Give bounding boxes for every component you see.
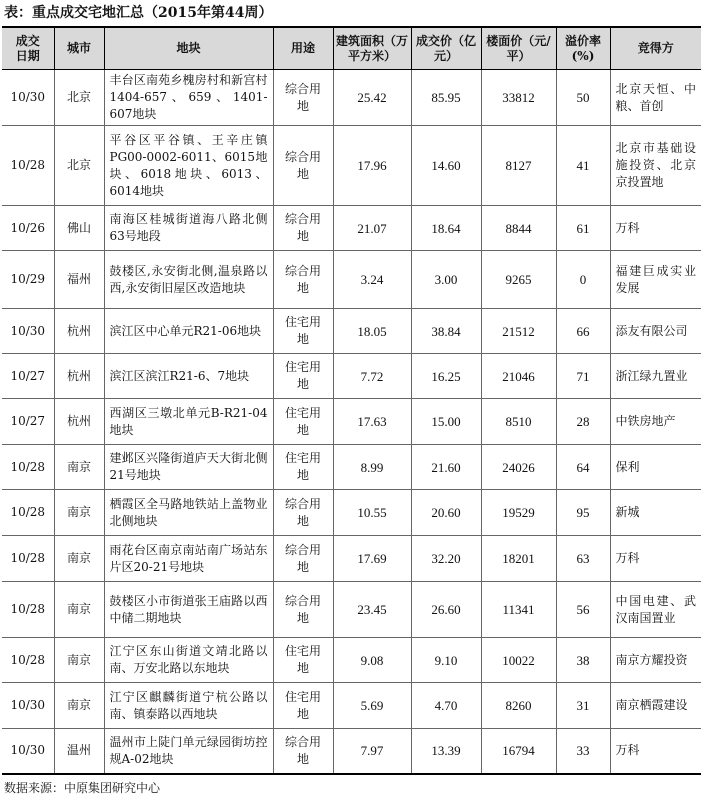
cell-use: 住宅用地 — [273, 399, 333, 445]
cell-area: 7.72 — [333, 354, 411, 399]
table-row — [2, 638, 701, 683]
cell-premium: 38 — [556, 638, 610, 683]
data-source-note: 数据来源：中原集团研究中心 — [4, 781, 161, 795]
cell-unit-price: 9265 — [481, 251, 556, 309]
cell-winner: 中国电建、武汉南国置业 — [610, 582, 701, 638]
cell-winner: 中铁房地产 — [610, 399, 701, 445]
cell-premium: 50 — [556, 70, 610, 126]
cell-date: 10/27 — [2, 399, 54, 445]
cell-use: 住宅用地 — [273, 683, 333, 729]
cell-premium: 0 — [556, 251, 610, 309]
cell-price: 15.00 — [411, 399, 481, 445]
table-row — [2, 490, 701, 536]
cell-city: 北京 — [54, 126, 104, 206]
cell-winner: 浙江绿九置业 — [610, 354, 701, 399]
cell-price: 13.39 — [411, 729, 481, 773]
cell-unit-price: 8260 — [481, 683, 556, 729]
cell-premium: 95 — [556, 490, 610, 536]
cell-unit-price: 19529 — [481, 490, 556, 536]
cell-area: 7.97 — [333, 729, 411, 773]
cell-area: 25.42 — [333, 70, 411, 126]
cell-date: 10/30 — [2, 683, 54, 729]
cell-winner: 保利 — [610, 445, 701, 490]
cell-premium: 63 — [556, 536, 610, 582]
table-row — [2, 683, 701, 729]
cell-price: 9.10 — [411, 638, 481, 683]
cell-date: 10/28 — [2, 490, 54, 536]
cell-land: 滨江区中心单元R21-06地块 — [104, 309, 273, 354]
cell-city: 杭州 — [54, 399, 104, 445]
cell-unit-price: 10022 — [481, 638, 556, 683]
cell-city: 南京 — [54, 490, 104, 536]
table-row — [2, 729, 701, 773]
cell-price: 14.60 — [411, 126, 481, 206]
cell-date: 10/30 — [2, 729, 54, 773]
cell-use: 综合用地 — [273, 582, 333, 638]
cell-unit-price: 18201 — [481, 536, 556, 582]
cell-winner: 南京栖霞建设 — [610, 683, 701, 729]
cell-city: 温州 — [54, 729, 104, 773]
header-use: 用途 — [273, 28, 333, 70]
cell-price: 20.60 — [411, 490, 481, 536]
cell-use: 综合用地 — [273, 729, 333, 773]
cell-use: 住宅用地 — [273, 638, 333, 683]
cell-city: 南京 — [54, 445, 104, 490]
cell-price: 4.70 — [411, 683, 481, 729]
cell-land: 丰台区南苑乡槐房村和新宫村1404-657、659、1401-607地块 — [104, 70, 273, 126]
cell-price: 85.95 — [411, 70, 481, 126]
cell-city: 南京 — [54, 582, 104, 638]
cell-price: 21.60 — [411, 445, 481, 490]
cell-area: 8.99 — [333, 445, 411, 490]
cell-use: 住宅用地 — [273, 445, 333, 490]
cell-date: 10/27 — [2, 354, 54, 399]
cell-date: 10/28 — [2, 126, 54, 206]
cell-unit-price: 21046 — [481, 354, 556, 399]
table-body — [2, 70, 701, 773]
cell-area: 17.96 — [333, 126, 411, 206]
cell-unit-price: 8510 — [481, 399, 556, 445]
cell-city: 南京 — [54, 536, 104, 582]
cell-winner: 北京市基础设施投资、北京京投置地 — [610, 126, 701, 206]
cell-city: 杭州 — [54, 309, 104, 354]
cell-use: 住宅用地 — [273, 309, 333, 354]
cell-use: 综合用地 — [273, 490, 333, 536]
cell-area: 5.69 — [333, 683, 411, 729]
header-row — [2, 28, 701, 70]
cell-date: 10/28 — [2, 536, 54, 582]
cell-land: 西湖区三墩北单元B-R21-04地块 — [104, 399, 273, 445]
cell-land: 鼓楼区小市街道张王庙路以西中储二期地块 — [104, 582, 273, 638]
cell-date: 10/26 — [2, 206, 54, 251]
cell-price: 16.25 — [411, 354, 481, 399]
cell-premium: 64 — [556, 445, 610, 490]
cell-city: 南京 — [54, 683, 104, 729]
cell-land: 平谷区平谷镇、王辛庄镇PG00-0002-6011、6015地块、6018地块、6013、6014地块 — [104, 126, 273, 206]
cell-city: 福州 — [54, 251, 104, 309]
cell-area: 10.55 — [333, 490, 411, 536]
cell-date: 10/30 — [2, 309, 54, 354]
cell-price: 32.20 — [411, 536, 481, 582]
cell-use: 综合用地 — [273, 206, 333, 251]
header-winner: 竞得方 — [610, 28, 701, 70]
table-row — [2, 536, 701, 582]
cell-winner: 北京天恒、中粮、首创 — [610, 70, 701, 126]
cell-city: 南京 — [54, 638, 104, 683]
cell-use: 综合用地 — [273, 251, 333, 309]
cell-land: 雨花台区南京南站南广场站东片区20-21号地块 — [104, 536, 273, 582]
cell-date: 10/28 — [2, 582, 54, 638]
cell-unit-price: 8844 — [481, 206, 556, 251]
cell-land: 温州市上陡门单元绿园街坊控规A-02地块 — [104, 729, 273, 773]
cell-land: 栖霞区全马路地铁站上盖物业北侧地块 — [104, 490, 273, 536]
cell-area: 17.69 — [333, 536, 411, 582]
cell-unit-price: 33812 — [481, 70, 556, 126]
cell-premium: 61 — [556, 206, 610, 251]
cell-unit-price: 24026 — [481, 445, 556, 490]
header-unit-price: 楼面价（元/平） — [481, 28, 556, 70]
cell-city: 杭州 — [54, 354, 104, 399]
cell-date: 10/28 — [2, 445, 54, 490]
cell-price: 26.60 — [411, 582, 481, 638]
cell-premium: 31 — [556, 683, 610, 729]
header-area: 建筑面积（万平方米） — [333, 28, 411, 70]
cell-area: 3.24 — [333, 251, 411, 309]
table-row — [2, 251, 701, 309]
cell-date: 10/30 — [2, 70, 54, 126]
cell-use: 住宅用地 — [273, 354, 333, 399]
cell-area: 9.08 — [333, 638, 411, 683]
cell-date: 10/29 — [2, 251, 54, 309]
cell-winner: 万科 — [610, 206, 701, 251]
table-caption: 表：重点成交宅地汇总（2015年第44周） — [4, 5, 273, 21]
table-row — [2, 70, 701, 126]
table-row — [2, 582, 701, 638]
header-land: 地块 — [104, 28, 273, 70]
cell-unit-price: 21512 — [481, 309, 556, 354]
cell-land: 鼓楼区,永安街北侧,温泉路以西,永安街旧屋区改造地块 — [104, 251, 273, 309]
cell-area: 21.07 — [333, 206, 411, 251]
cell-use: 综合用地 — [273, 70, 333, 126]
cell-winner: 新城 — [610, 490, 701, 536]
cell-land: 滨江区滨江R21-6、7地块 — [104, 354, 273, 399]
land-deals-table — [2, 28, 701, 773]
cell-premium: 28 — [556, 399, 610, 445]
cell-winner: 福建巨成实业发展 — [610, 251, 701, 309]
cell-price: 3.00 — [411, 251, 481, 309]
cell-area: 17.63 — [333, 399, 411, 445]
cell-premium: 33 — [556, 729, 610, 773]
cell-use: 综合用地 — [273, 536, 333, 582]
cell-land: 建邺区兴隆街道庐天大街北侧21号地块 — [104, 445, 273, 490]
table-row — [2, 206, 701, 251]
cell-price: 18.64 — [411, 206, 481, 251]
cell-city: 北京 — [54, 70, 104, 126]
cell-premium: 41 — [556, 126, 610, 206]
cell-land: 江宁区东山街道文靖北路以南、万安北路以东地块 — [104, 638, 273, 683]
cell-area: 18.05 — [333, 309, 411, 354]
cell-winner: 南京方耀投资 — [610, 638, 701, 683]
cell-premium: 56 — [556, 582, 610, 638]
header-city: 城市 — [54, 28, 104, 70]
cell-winner: 万科 — [610, 729, 701, 773]
cell-winner: 万科 — [610, 536, 701, 582]
land-deals-table-wrapper — [2, 26, 701, 775]
cell-unit-price: 11341 — [481, 582, 556, 638]
cell-winner: 添友有限公司 — [610, 309, 701, 354]
cell-area: 23.45 — [333, 582, 411, 638]
cell-city: 佛山 — [54, 206, 104, 251]
cell-unit-price: 8127 — [481, 126, 556, 206]
cell-unit-price: 16794 — [481, 729, 556, 773]
table-row — [2, 354, 701, 399]
table-row — [2, 445, 701, 490]
cell-premium: 66 — [556, 309, 610, 354]
cell-date: 10/28 — [2, 638, 54, 683]
table-row — [2, 126, 701, 206]
table-row — [2, 399, 701, 445]
cell-land: 南海区桂城街道海八路北侧63号地段 — [104, 206, 273, 251]
table-row — [2, 309, 701, 354]
header-premium: 溢价率(%) — [556, 28, 610, 70]
header-date: 成交日期 — [2, 28, 54, 70]
cell-premium: 71 — [556, 354, 610, 399]
cell-use: 综合用地 — [273, 126, 333, 206]
cell-land: 江宁区麒麟街道宁杭公路以南、镇泰路以西地块 — [104, 683, 273, 729]
header-price: 成交价（亿元） — [411, 28, 481, 70]
cell-price: 38.84 — [411, 309, 481, 354]
